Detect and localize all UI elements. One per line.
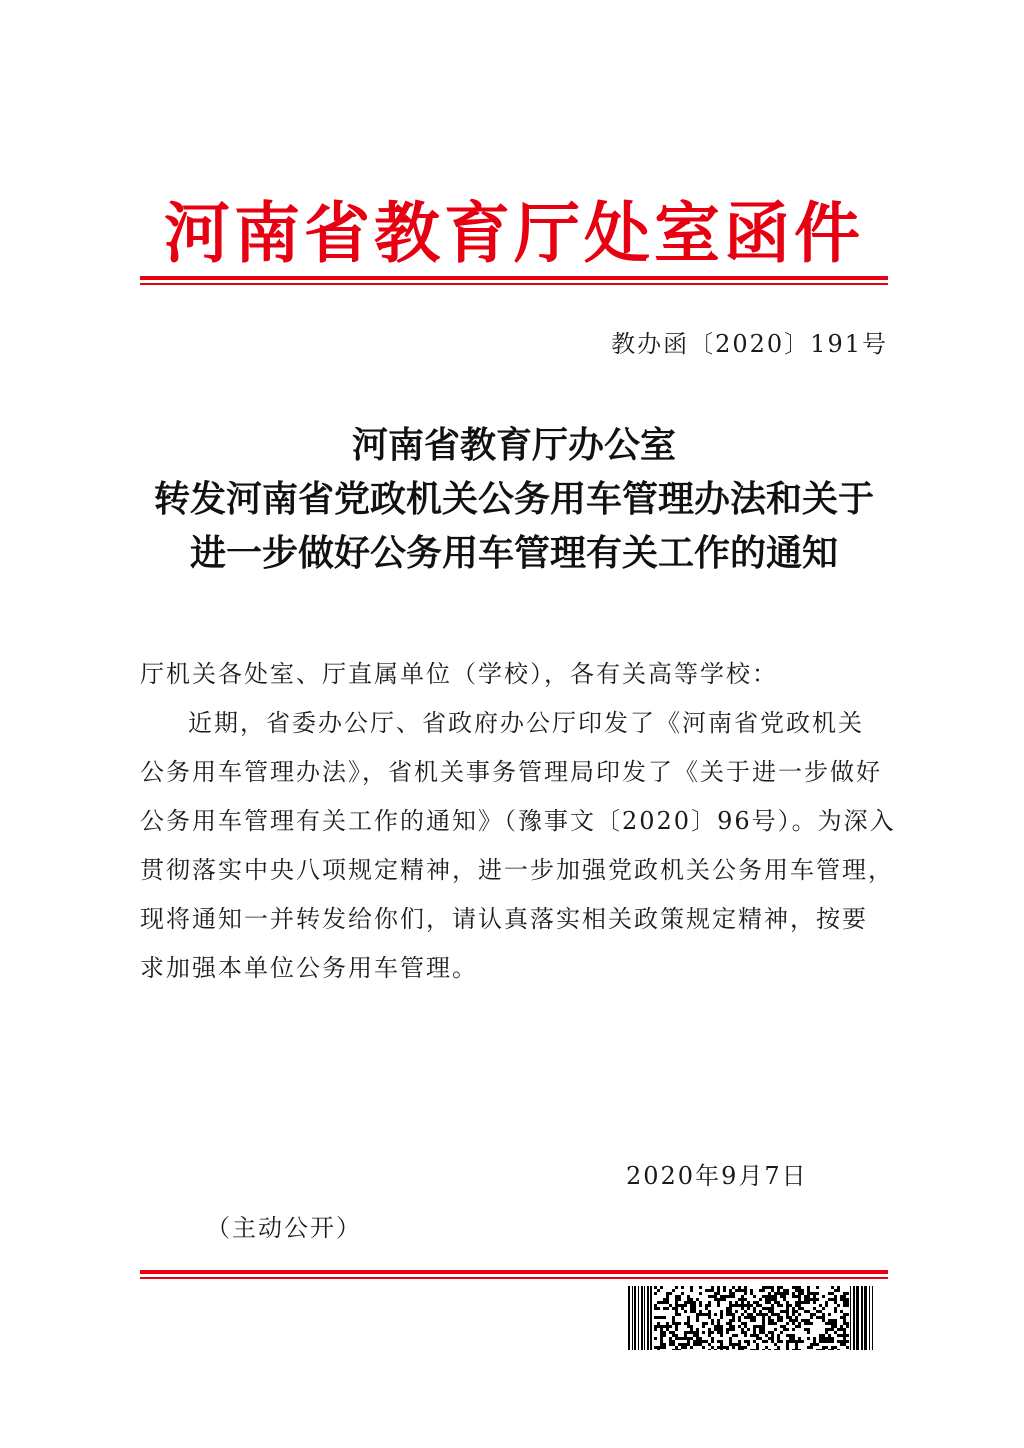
body-line-3: 公务用车管理有关工作的通知》（豫事文〔2020〕96号）。为深入 xyxy=(140,807,896,835)
masthead-title: 河南省教育厅处室函件 xyxy=(164,194,864,272)
title-line-3: 进一步做好公务用车管理有关工作的通知 xyxy=(189,532,838,574)
footer-rule xyxy=(140,1270,888,1279)
body-line-5: 现将通知一并转发给你们，请认真落实相关政策规定精神，按要 xyxy=(140,905,868,933)
body-line-4: 贯彻落实中央八项规定精神，进一步加强党政机关公务用车管理， xyxy=(140,856,894,884)
document-title xyxy=(140,418,888,580)
disclosure-note: （主动公开） xyxy=(206,1214,362,1242)
body-line-6: 求加强本单位公务用车管理。 xyxy=(140,954,478,982)
body-line-2: 公务用车管理办法》，省机关事务管理局印发了《关于进一步做好 xyxy=(140,758,882,786)
document-body xyxy=(140,650,896,993)
title-line-2: 转发河南省党政机关公务用车管理办法和关于 xyxy=(153,478,874,520)
barcode-icon xyxy=(628,1286,874,1350)
title-line-1: 河南省教育厅办公室 xyxy=(351,424,676,466)
document-number: 教办函〔2020〕191号 xyxy=(611,330,888,358)
body-line-1: 近期，省委办公厅、省政府办公厅印发了《河南省党政机关 xyxy=(188,709,864,737)
salutation: 厅机关各处室、厅直属单位（学校），各有关高等学校： xyxy=(140,660,778,688)
masthead-rule xyxy=(140,276,888,285)
issue-date: 2020年9月7日 xyxy=(626,1162,808,1190)
